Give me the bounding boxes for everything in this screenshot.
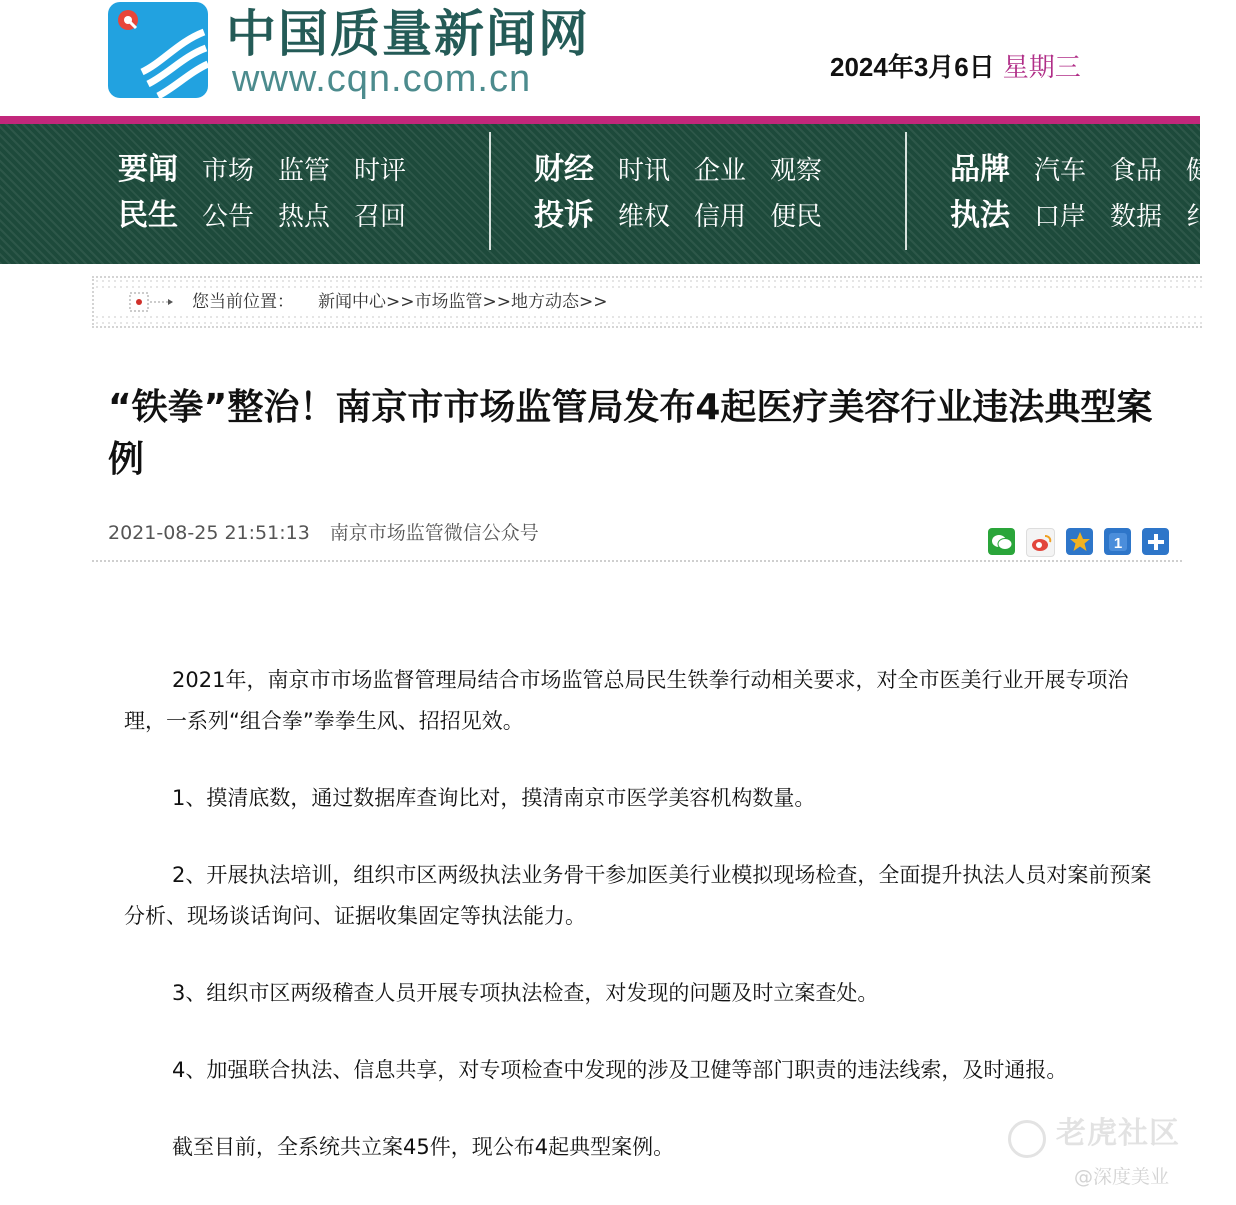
current-date [830, 50, 1081, 84]
article-paragraph: 3、组织市区两级稽查人员开展专项执法检查，对发现的问题及时立案查处。 [172, 981, 879, 1005]
nav-link-zhifa[interactable]: 执法 [950, 198, 1010, 233]
nav-link-shiping[interactable]: 时评 [354, 156, 407, 186]
nav-link-caijing[interactable]: 财经 [534, 152, 594, 187]
nav-row [534, 144, 846, 190]
site-logo-icon[interactable] [108, 2, 208, 98]
breadcrumb-bar [94, 288, 1202, 316]
site-name[interactable]: 中国质量新闻网 [226, 5, 590, 63]
nav-link-zhaohui[interactable]: 召回 [354, 202, 407, 232]
nav-group-brand [950, 144, 1236, 236]
nav-link-pinpai[interactable]: 品牌 [950, 152, 1010, 187]
weekday-text: 星期三 [1002, 52, 1081, 82]
nav-link-weiquan[interactable]: 维权 [618, 202, 671, 232]
article-meta [108, 520, 539, 546]
nav-link-qiye[interactable]: 企业 [694, 156, 747, 186]
nav-row [534, 190, 846, 236]
nav-link-minsheng[interactable]: 民生 [118, 198, 178, 233]
svg-text:1: 1 [1113, 534, 1122, 552]
breadcrumb-label: 您当前位置： [192, 292, 294, 312]
renren-share-icon[interactable] [1104, 528, 1131, 555]
wechat-share-icon[interactable] [988, 528, 1015, 555]
meta-divider [92, 560, 1182, 562]
date-text: 2024年3月6日 [830, 52, 995, 82]
qzone-share-icon[interactable] [1066, 528, 1093, 555]
nav-row [118, 190, 430, 236]
watermark-sub: @深度美业 [1074, 1166, 1170, 1188]
nav-accent-stripe [0, 116, 1200, 124]
nav-link-jian[interactable]: 健 [1186, 156, 1213, 186]
nav-link-shichang[interactable]: 市场 [202, 156, 255, 186]
nav-link-shuju[interactable]: 数据 [1110, 202, 1163, 232]
article-paragraph: 1、摸清底数，通过数据库查询比对，摸清南京市医学美容机构数量。 [172, 786, 816, 810]
article-paragraph: 4、加强联合执法、信息共享，对专项检查中发现的涉及卫健等部门职责的违法线索，及时通报。 [172, 1058, 1068, 1082]
watermark-text: 老虎社区 [1056, 1116, 1180, 1151]
nav-link-guancha[interactable]: 观察 [770, 156, 823, 186]
breadcrumb-path-link[interactable]: 新闻中心>>市场监管>>地方动态>> [318, 292, 608, 312]
article-datetime: 2021-08-25 21:51:13 [108, 522, 310, 544]
more-share-icon[interactable] [1142, 528, 1169, 555]
nav-link-gonggao[interactable]: 公告 [202, 202, 255, 232]
location-marker-icon [128, 290, 176, 314]
article-paragraph: 截至目前，全系统共立案45件，现公布4起典型案例。 [172, 1135, 675, 1159]
nav-link-xinyong[interactable]: 信用 [694, 202, 747, 232]
nav-link-jianguan[interactable]: 监管 [278, 156, 331, 186]
article-paragraph: 2、开展执法培训，组织市区两级执法业务骨干参加医美行业模拟现场检查，全面提升执法人员对案前预案分析、现场谈话询问、证据收集固定等执法能力。 [124, 863, 1152, 928]
nav-link-redian[interactable]: 热点 [278, 202, 331, 232]
site-url[interactable]: www.cqn.com.cn [232, 58, 532, 100]
nav-divider [905, 132, 907, 250]
watermark-logo-icon [1008, 1120, 1046, 1158]
site-header [0, 0, 1200, 116]
weibo-share-icon[interactable] [1026, 528, 1055, 557]
nav-link-kouan[interactable]: 口岸 [1034, 202, 1087, 232]
nav-group-news [118, 144, 430, 236]
nav-row [118, 144, 430, 190]
article-body [124, 660, 1154, 1204]
nav-row [950, 190, 1236, 236]
nav-link-yaowen[interactable]: 要闻 [118, 152, 178, 187]
nav-link-qiche[interactable]: 汽车 [1034, 156, 1087, 186]
nav-link-truncated[interactable]: 纟 [1186, 202, 1213, 232]
article-paragraph: 2021年，南京市市场监督管理局结合市场监管总局民生铁拳行动相关要求，对全市医美行业开展专项治理，一系列“组合拳”拳拳生风、招招见效。 [124, 668, 1129, 733]
nav-group-finance [534, 144, 846, 236]
nav-link-shipin[interactable]: 食品 [1110, 156, 1163, 186]
article-source: 南京市场监管微信公众号 [329, 522, 539, 544]
nav-link-shixun[interactable]: 时讯 [618, 156, 671, 186]
main-nav [0, 124, 1213, 264]
nav-divider [489, 132, 491, 250]
article-title: “铁拳”整治！南京市市场监管局发布4起医疗美容行业违法典型案例 [108, 387, 1153, 480]
breadcrumb [92, 276, 1202, 328]
nav-link-bianmin[interactable]: 便民 [770, 202, 823, 232]
share-toolbar [988, 528, 1169, 557]
nav-row [950, 144, 1236, 190]
nav-link-tousu[interactable]: 投诉 [534, 198, 594, 233]
